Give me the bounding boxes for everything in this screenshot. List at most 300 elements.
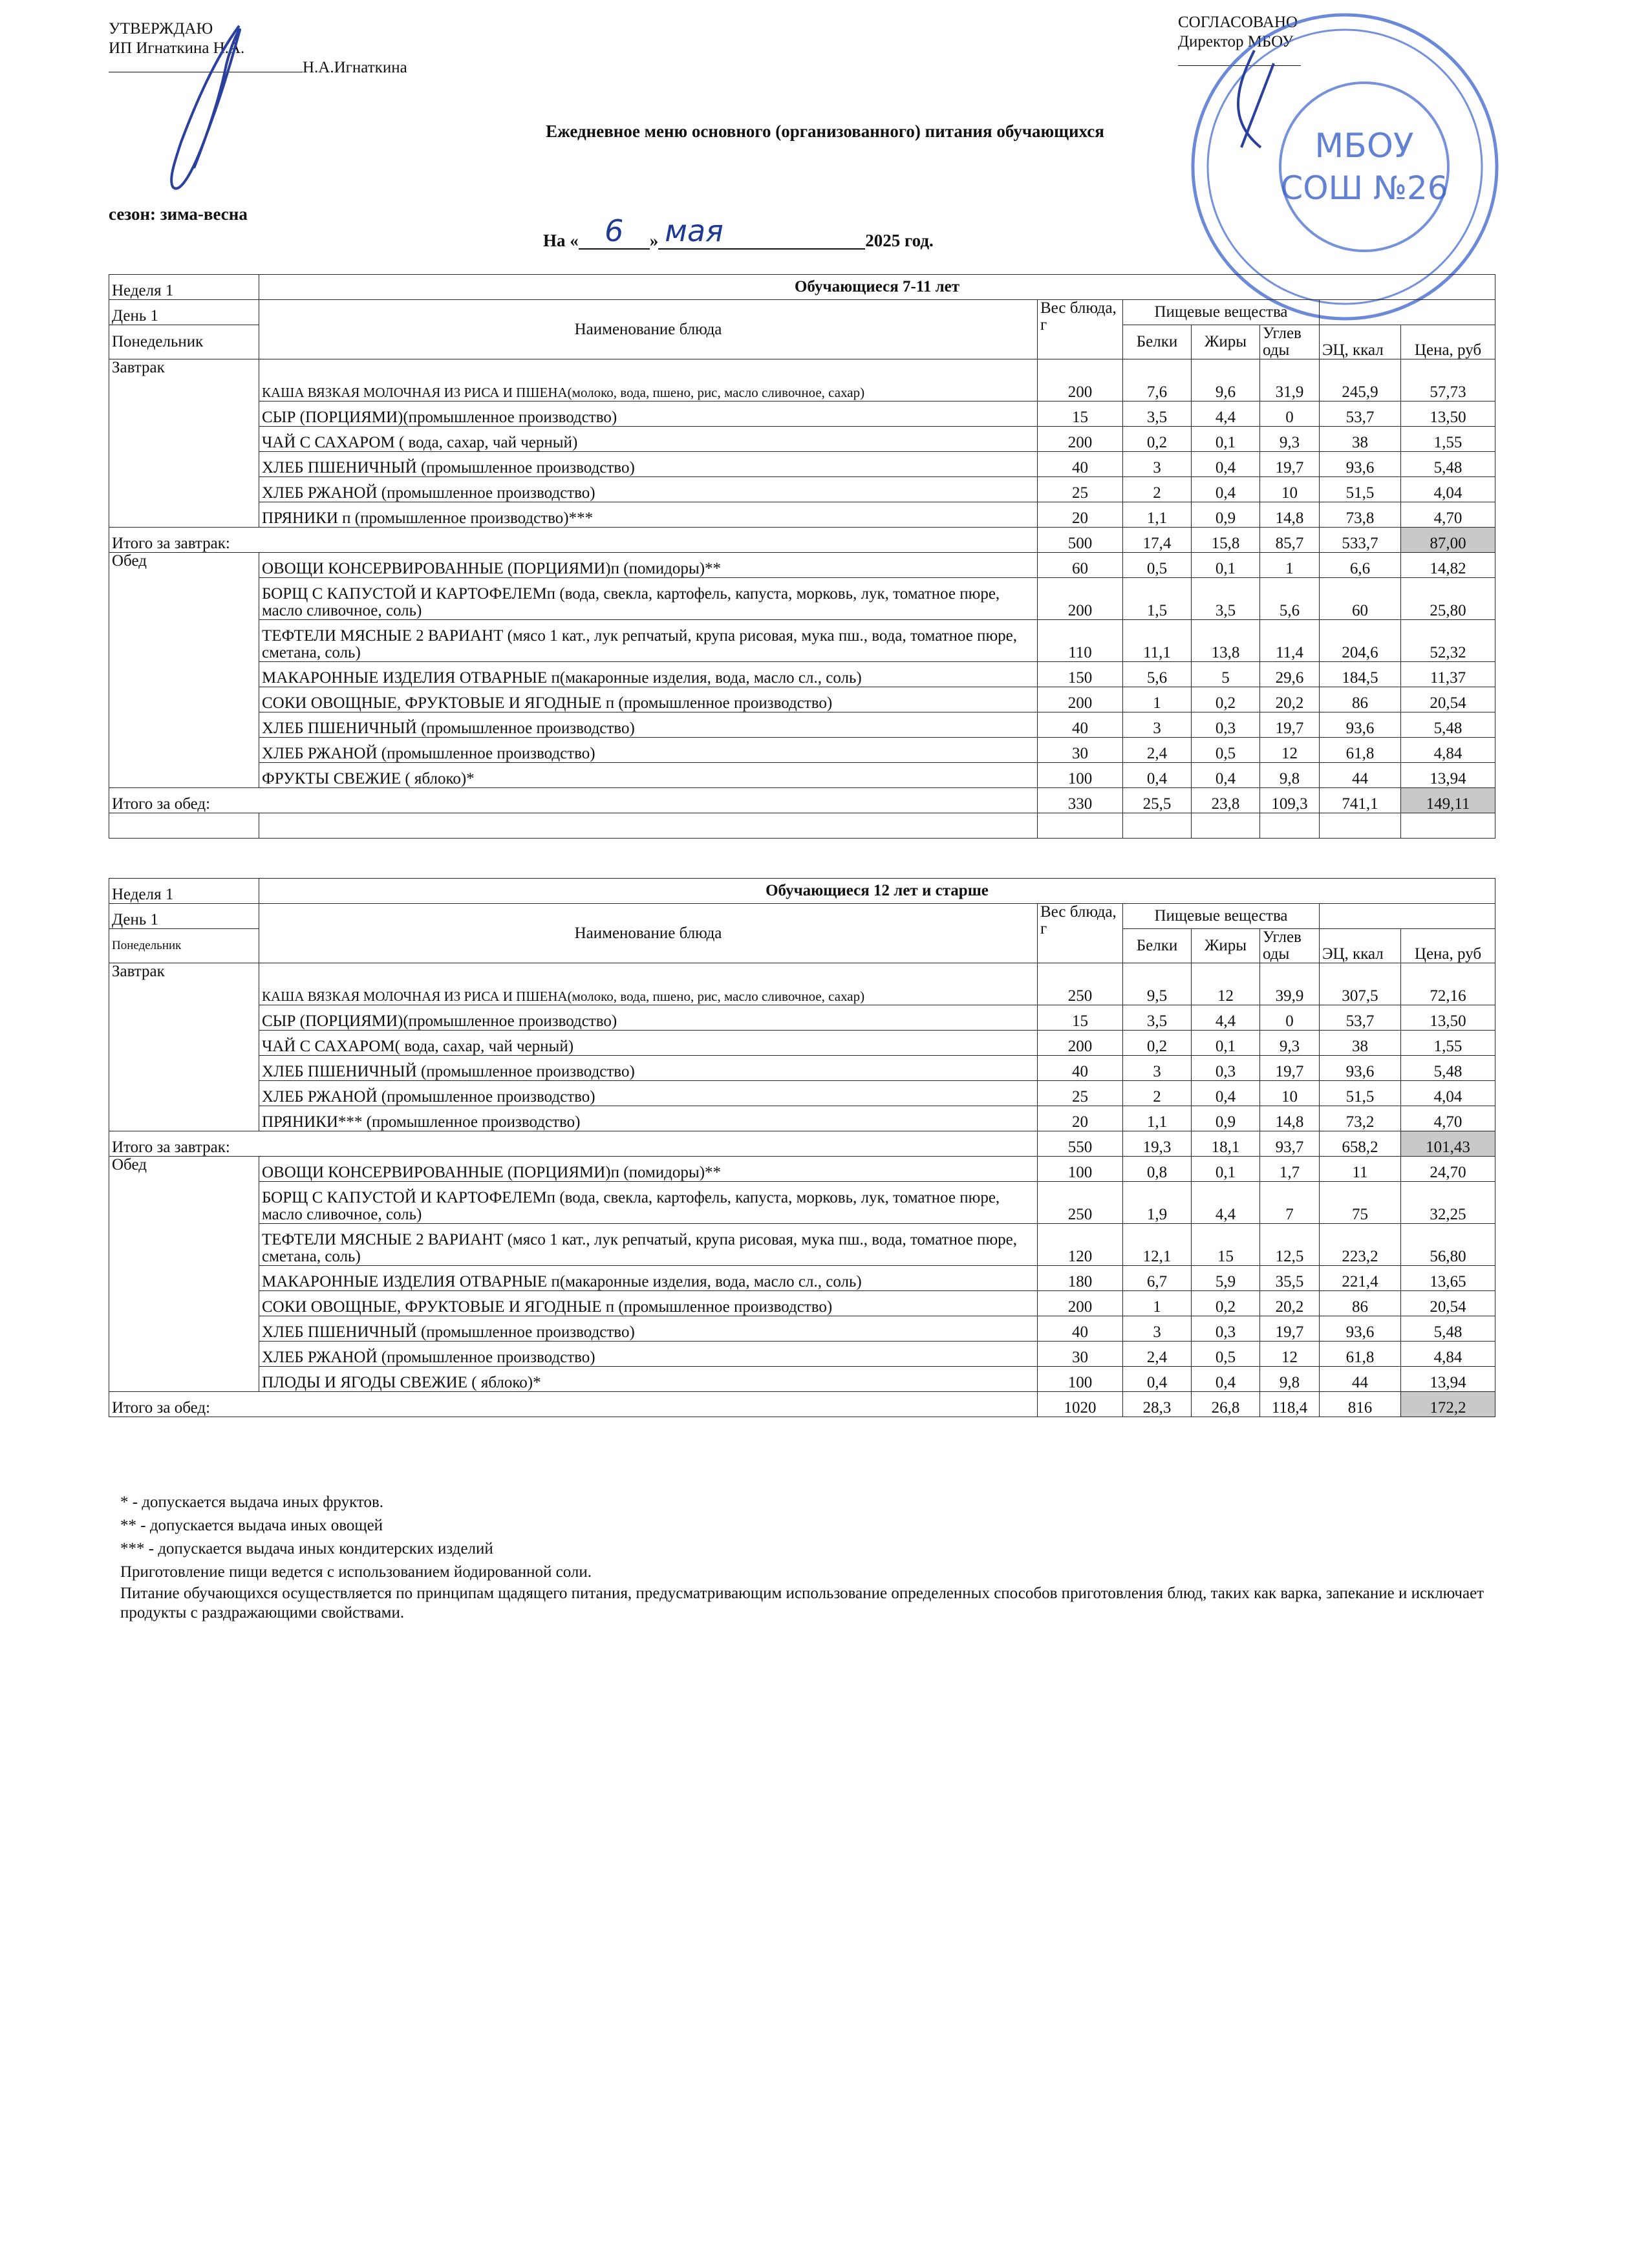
- dish-value: 11,1: [1123, 620, 1192, 662]
- empty-cell: [1401, 813, 1495, 839]
- dish-value: 20,2: [1260, 1291, 1320, 1316]
- empty-cell: [1038, 813, 1123, 839]
- meal-label: Обед: [109, 553, 259, 788]
- dish-value: 10: [1260, 477, 1320, 502]
- dish-value: 12,1: [1123, 1224, 1192, 1266]
- dish-name: ПРЯНИКИ п (промышленное производство)***: [259, 502, 1038, 528]
- empty-cell: [1260, 813, 1320, 839]
- dish-value: 11,37: [1401, 662, 1495, 687]
- date-month: мая: [658, 213, 865, 250]
- empty-row: [109, 813, 1495, 839]
- table-row: [109, 662, 1495, 687]
- dish-value: 0,5: [1192, 738, 1260, 763]
- dish-value: 1,1: [1123, 502, 1192, 528]
- dish-value: 5,48: [1401, 712, 1495, 738]
- dish-value: 15: [1038, 1005, 1123, 1031]
- column-header-energy: ЭЦ, ккал: [1320, 325, 1401, 359]
- table-row: [109, 1031, 1495, 1056]
- column-header-nutrients: Пищевые вещества: [1123, 904, 1320, 929]
- dish-value: 24,70: [1401, 1157, 1495, 1182]
- dish-value: 221,4: [1320, 1266, 1401, 1291]
- dish-value: 245,9: [1320, 359, 1401, 401]
- table-row: [109, 359, 1495, 401]
- dish-value: 12: [1260, 738, 1320, 763]
- dish-value: 86: [1320, 1291, 1401, 1316]
- approver-signature-line: Н.А.Игнаткина: [109, 58, 407, 78]
- column-header-protein: Белки: [1123, 929, 1192, 963]
- dish-value: 61,8: [1320, 1342, 1401, 1367]
- dish-value: 19,7: [1260, 452, 1320, 477]
- dish-value: 25,80: [1401, 578, 1495, 620]
- dish-name: БОРЩ С КАПУСТОЙ И КАРТОФЕЛЕМп (вода, свекла, картофель, капуста, морковь, лук, томатное пюре, масло сливочное, соль): [259, 1182, 1038, 1224]
- dish-value: 19,7: [1260, 1056, 1320, 1081]
- dish-value: 75: [1320, 1182, 1401, 1224]
- dish-value: 60: [1320, 578, 1401, 620]
- total-value: 172,2: [1401, 1392, 1495, 1417]
- dish-value: 73,8: [1320, 502, 1401, 528]
- dish-value: 12: [1260, 1342, 1320, 1367]
- dish-value: 4,70: [1401, 502, 1495, 528]
- dish-value: 200: [1038, 427, 1123, 452]
- table-row: [109, 1342, 1495, 1367]
- dish-value: 5,6: [1123, 662, 1192, 687]
- table-row: [109, 427, 1495, 452]
- dish-value: 0,2: [1192, 1291, 1260, 1316]
- age-group-title: Обучающиеся 12 лет и старше: [259, 879, 1495, 904]
- total-value: 17,4: [1123, 528, 1192, 553]
- dish-value: 13,50: [1401, 1005, 1495, 1031]
- dish-value: 9,3: [1260, 1031, 1320, 1056]
- agreement-heading: СОГЛАСОВАНО: [1178, 14, 1298, 31]
- dish-value: 3: [1123, 712, 1192, 738]
- total-value: 1020: [1038, 1392, 1123, 1417]
- dish-value: 200: [1038, 578, 1123, 620]
- footnote: Питание обучающихся осуществляется по принципам щадящего питания, предусматривающим использование определенных способов приготовления блюд, таких как варка, запекание и исключает продукты с раздражающими свойствами.: [120, 1585, 1484, 1621]
- dish-value: 0,2: [1192, 687, 1260, 712]
- season-label: сезон: зима-весна: [109, 204, 248, 224]
- week-label: Неделя 1: [109, 879, 259, 904]
- column-header-carbs: Углев оды: [1260, 325, 1320, 359]
- approval-heading: УТВЕРЖДАЮ: [109, 20, 213, 37]
- dish-value: 52,32: [1401, 620, 1495, 662]
- table-row: [109, 1081, 1495, 1106]
- dish-value: 7: [1260, 1182, 1320, 1224]
- column-header-blank: [1320, 300, 1495, 325]
- dish-name: ХЛЕБ РЖАНОЙ (промышленное производство): [259, 738, 1038, 763]
- dish-name: ПЛОДЫ И ЯГОДЫ СВЕЖИЕ ( яблоко)*: [259, 1367, 1038, 1392]
- empty-cell: [1123, 813, 1192, 839]
- column-header-energy: ЭЦ, ккал: [1320, 929, 1401, 963]
- dish-name: ХЛЕБ ПШЕНИЧНЫЙ (промышленное производство): [259, 1316, 1038, 1342]
- column-header-carbs: Углев оды: [1260, 929, 1320, 963]
- total-value: 18,1: [1192, 1131, 1260, 1157]
- dish-value: 0,8: [1123, 1157, 1192, 1182]
- meal-label: Завтрак: [109, 963, 259, 1131]
- dish-value: 25: [1038, 477, 1123, 502]
- dish-value: 0,4: [1192, 1367, 1260, 1392]
- dish-value: 12,5: [1260, 1224, 1320, 1266]
- dish-value: 11,4: [1260, 620, 1320, 662]
- dish-value: 2: [1123, 477, 1192, 502]
- dish-value: 14,8: [1260, 502, 1320, 528]
- dish-name: ХЛЕБ РЖАНОЙ (промышленное производство): [259, 477, 1038, 502]
- dish-value: 0,4: [1123, 1367, 1192, 1392]
- table-row: [109, 1224, 1495, 1266]
- dish-value: 307,5: [1320, 963, 1401, 1005]
- total-value: 25,5: [1123, 788, 1192, 813]
- svg-text:МБОУ: МБОУ: [1314, 127, 1414, 166]
- dish-value: 200: [1038, 1291, 1123, 1316]
- dish-value: 100: [1038, 1367, 1123, 1392]
- table-row: [109, 1182, 1495, 1224]
- dish-value: 120: [1038, 1224, 1123, 1266]
- dish-name: СЫР (ПОРЦИЯМИ)(промышленное производство): [259, 1005, 1038, 1031]
- table-row: [109, 477, 1495, 502]
- total-value: 149,11: [1401, 788, 1495, 813]
- table-row: [109, 452, 1495, 477]
- dish-value: 20,54: [1401, 687, 1495, 712]
- table-row: [109, 620, 1495, 662]
- dish-value: 13,65: [1401, 1266, 1495, 1291]
- dish-name: ФРУКТЫ СВЕЖИЕ ( яблоко)*: [259, 763, 1038, 788]
- dish-name: ТЕФТЕЛИ МЯСНЫЕ 2 ВАРИАНТ (мясо 1 кат., лук репчатый, крупа рисовая, мука пш., вода, томатное пюре, сметана, соль): [259, 1224, 1038, 1266]
- dish-name: КАША ВЯЗКАЯ МОЛОЧНАЯ ИЗ РИСА И ПШЕНА(молоко, вода, пшено, рис, масло сливочное, сахар): [259, 963, 1038, 1005]
- director-title: Директор МБОУ: [1178, 33, 1294, 50]
- dish-value: 2,4: [1123, 738, 1192, 763]
- column-header-weight: Вес блюда, г: [1038, 300, 1123, 359]
- dish-value: 204,6: [1320, 620, 1401, 662]
- footnotes: [120, 1491, 1504, 1623]
- dish-value: 3,5: [1192, 578, 1260, 620]
- column-header-blank: [1320, 904, 1495, 929]
- dish-value: 1: [1260, 553, 1320, 578]
- dish-value: 6,6: [1320, 553, 1401, 578]
- dish-value: 9,8: [1260, 763, 1320, 788]
- dish-value: 3,5: [1123, 401, 1192, 427]
- dish-value: 10: [1260, 1081, 1320, 1106]
- empty-cell: [109, 813, 259, 839]
- dish-value: 57,73: [1401, 359, 1495, 401]
- dish-value: 11: [1320, 1157, 1401, 1182]
- dish-value: 200: [1038, 359, 1123, 401]
- dish-value: 56,80: [1401, 1224, 1495, 1266]
- total-value: 330: [1038, 788, 1123, 813]
- dish-value: 1,5: [1123, 578, 1192, 620]
- dish-value: 0: [1260, 401, 1320, 427]
- dish-value: 35,5: [1260, 1266, 1320, 1291]
- dish-value: 53,7: [1320, 1005, 1401, 1031]
- total-value: 118,4: [1260, 1392, 1320, 1417]
- dish-name: ПРЯНИКИ*** (промышленное производство): [259, 1106, 1038, 1131]
- dish-value: 0,4: [1192, 1081, 1260, 1106]
- table-row: [109, 687, 1495, 712]
- total-value: 101,43: [1401, 1131, 1495, 1157]
- dish-value: 1,55: [1401, 1031, 1495, 1056]
- column-header-protein: Белки: [1123, 325, 1192, 359]
- total-value: 28,3: [1123, 1392, 1192, 1417]
- dish-value: 150: [1038, 662, 1123, 687]
- dish-value: 38: [1320, 427, 1401, 452]
- dish-value: 93,6: [1320, 452, 1401, 477]
- total-value: 85,7: [1260, 528, 1320, 553]
- table-row: [109, 1266, 1495, 1291]
- dish-value: 9,6: [1192, 359, 1260, 401]
- dish-value: 40: [1038, 1316, 1123, 1342]
- table-row: [109, 1316, 1495, 1342]
- dish-value: 0,2: [1123, 427, 1192, 452]
- meal-label: Завтрак: [109, 359, 259, 528]
- footnote: Приготовление пищи ведется с использованием йодированной соли.: [120, 1563, 592, 1581]
- dish-name: МАКАРОННЫЕ ИЗДЕЛИЯ ОТВАРНЫЕ п(макаронные изделия, вода, масло сл., соль): [259, 662, 1038, 687]
- dish-value: 0,3: [1192, 1056, 1260, 1081]
- dish-name: ХЛЕБ ПШЕНИЧНЫЙ (промышленное производство): [259, 712, 1038, 738]
- dish-value: 40: [1038, 452, 1123, 477]
- dish-value: 250: [1038, 963, 1123, 1005]
- dish-value: 20,2: [1260, 687, 1320, 712]
- total-value: 109,3: [1260, 788, 1320, 813]
- dish-value: 86: [1320, 687, 1401, 712]
- footnote: * - допускается выдача иных фруктов.: [120, 1493, 384, 1511]
- table-header-row: [109, 300, 1495, 325]
- dish-value: 40: [1038, 712, 1123, 738]
- dish-value: 2: [1123, 1081, 1192, 1106]
- total-value: 658,2: [1320, 1131, 1401, 1157]
- dish-value: 13,94: [1401, 763, 1495, 788]
- dish-value: 0,1: [1192, 1031, 1260, 1056]
- table-row: [109, 712, 1495, 738]
- dish-value: 5,6: [1260, 578, 1320, 620]
- dish-value: 223,2: [1320, 1224, 1401, 1266]
- meal-label: Обед: [109, 1157, 259, 1392]
- dish-name: ХЛЕБ ПШЕНИЧНЫЙ (промышленное производство): [259, 1056, 1038, 1081]
- total-value: 533,7: [1320, 528, 1401, 553]
- dish-value: 1: [1123, 687, 1192, 712]
- dish-value: 20: [1038, 502, 1123, 528]
- approver-name: ИП Игнаткина Н.А.: [109, 39, 245, 57]
- svg-text:СОШ №26: СОШ №26: [1280, 169, 1448, 207]
- dish-value: 93,6: [1320, 1056, 1401, 1081]
- dish-value: 4,04: [1401, 477, 1495, 502]
- dish-value: 9,8: [1260, 1367, 1320, 1392]
- weekday-label: Понедельник: [109, 929, 259, 963]
- dish-value: 73,2: [1320, 1106, 1401, 1131]
- dish-value: 19,7: [1260, 1316, 1320, 1342]
- dish-value: 40: [1038, 1056, 1123, 1081]
- total-value: 15,8: [1192, 528, 1260, 553]
- dish-value: 29,6: [1260, 662, 1320, 687]
- dish-value: 1,7: [1260, 1157, 1320, 1182]
- dish-value: 13,50: [1401, 401, 1495, 427]
- dish-value: 184,5: [1320, 662, 1401, 687]
- dish-value: 250: [1038, 1182, 1123, 1224]
- dish-value: 4,84: [1401, 1342, 1495, 1367]
- dish-value: 53,7: [1320, 401, 1401, 427]
- dish-value: 39,9: [1260, 963, 1320, 1005]
- table-row: [109, 1367, 1495, 1392]
- dish-value: 20,54: [1401, 1291, 1495, 1316]
- column-header-price: Цена, руб: [1401, 929, 1495, 963]
- dish-value: 60: [1038, 553, 1123, 578]
- column-header-name: Наименование блюда: [259, 300, 1038, 359]
- dish-value: 0: [1260, 1005, 1320, 1031]
- dish-value: 2,4: [1123, 1342, 1192, 1367]
- dish-value: 25: [1038, 1081, 1123, 1106]
- dish-name: ХЛЕБ ПШЕНИЧНЫЙ (промышленное производство): [259, 452, 1038, 477]
- dish-value: 0,3: [1192, 712, 1260, 738]
- approver-signature: [142, 13, 272, 207]
- dish-value: 3: [1123, 1316, 1192, 1342]
- dish-value: 12: [1192, 963, 1260, 1005]
- dish-value: 51,5: [1320, 1081, 1401, 1106]
- footnote: ** - допускается выдача иных овощей: [120, 1517, 383, 1534]
- dish-value: 30: [1038, 1342, 1123, 1367]
- dish-value: 4,84: [1401, 738, 1495, 763]
- dish-value: 5,48: [1401, 1056, 1495, 1081]
- dish-value: 31,9: [1260, 359, 1320, 401]
- dish-value: 14,8: [1260, 1106, 1320, 1131]
- column-header-nutrients: Пищевые вещества: [1123, 300, 1320, 325]
- dish-value: 100: [1038, 763, 1123, 788]
- dish-value: 7,6: [1123, 359, 1192, 401]
- dish-value: 200: [1038, 687, 1123, 712]
- dish-value: 44: [1320, 763, 1401, 788]
- date-day: 6: [579, 213, 650, 250]
- dish-value: 0,1: [1192, 1157, 1260, 1182]
- dish-name: БОРЩ С КАПУСТОЙ И КАРТОФЕЛЕМп (вода, свекла, картофель, капуста, морковь, лук, томатное пюре, масло сливочное, соль): [259, 578, 1038, 620]
- dish-value: 4,04: [1401, 1081, 1495, 1106]
- dish-value: 0,4: [1192, 477, 1260, 502]
- dish-value: 51,5: [1320, 477, 1401, 502]
- dish-name: ХЛЕБ РЖАНОЙ (промышленное производство): [259, 1081, 1038, 1106]
- empty-cell: [1192, 813, 1260, 839]
- dish-value: 0,2: [1123, 1031, 1192, 1056]
- dish-value: 32,25: [1401, 1182, 1495, 1224]
- total-row: [109, 528, 1495, 553]
- dish-value: 13,8: [1192, 620, 1260, 662]
- dish-value: 0,4: [1123, 763, 1192, 788]
- total-value: 550: [1038, 1131, 1123, 1157]
- dish-name: ТЕФТЕЛИ МЯСНЫЕ 2 ВАРИАНТ (мясо 1 кат., лук репчатый, крупа рисовая, мука пш., вода, томатное пюре, сметана, соль): [259, 620, 1038, 662]
- total-label: Итого за обед:: [109, 1392, 1038, 1417]
- column-header-fat: Жиры: [1192, 325, 1260, 359]
- table-row: [109, 1157, 1495, 1182]
- footnote: *** - допускается выдача иных кондитерских изделий: [120, 1540, 493, 1557]
- total-label: Итого за завтрак:: [109, 1131, 1038, 1157]
- dish-name: ОВОЩИ КОНСЕРВИРОВАННЫЕ (ПОРЦИЯМИ)п (помидоры)**: [259, 553, 1038, 578]
- dish-value: 0,5: [1123, 553, 1192, 578]
- table-row: [109, 963, 1495, 1005]
- table-row: [109, 578, 1495, 620]
- dish-value: 4,4: [1192, 1005, 1260, 1031]
- dish-name: СОКИ ОВОЩНЫЕ, ФРУКТОВЫЕ И ЯГОДНЫЕ п (промышленное производство): [259, 1291, 1038, 1316]
- table-row: [109, 1291, 1495, 1316]
- dish-value: 38: [1320, 1031, 1401, 1056]
- empty-cell: [259, 813, 1038, 839]
- dish-value: 20: [1038, 1106, 1123, 1131]
- table-row: [109, 1056, 1495, 1081]
- dish-value: 0,1: [1192, 427, 1260, 452]
- dish-value: 93,6: [1320, 712, 1401, 738]
- dish-name: КАША ВЯЗКАЯ МОЛОЧНАЯ ИЗ РИСА И ПШЕНА(молоко, вода, пшено, рис, масло сливочное, сахар): [259, 359, 1038, 401]
- dish-value: 6,7: [1123, 1266, 1192, 1291]
- table-row: [109, 763, 1495, 788]
- total-value: 26,8: [1192, 1392, 1260, 1417]
- dish-value: 0,9: [1192, 1106, 1260, 1131]
- total-value: 93,7: [1260, 1131, 1320, 1157]
- dish-value: 30: [1038, 738, 1123, 763]
- total-value: 816: [1320, 1392, 1401, 1417]
- menu-table-12-plus: [109, 878, 1495, 1417]
- total-label: Итого за завтрак:: [109, 528, 1038, 553]
- dish-value: 100: [1038, 1157, 1123, 1182]
- dish-name: СОКИ ОВОЩНЫЕ, ФРУКТОВЫЕ И ЯГОДНЫЕ п (промышленное производство): [259, 687, 1038, 712]
- empty-cell: [1320, 813, 1401, 839]
- dish-value: 3: [1123, 452, 1192, 477]
- dish-value: 0,1: [1192, 553, 1260, 578]
- total-row: [109, 1131, 1495, 1157]
- dish-value: 15: [1192, 1224, 1260, 1266]
- table-header-row: [109, 275, 1495, 300]
- age-group-title: Обучающиеся 7-11 лет: [259, 275, 1495, 300]
- dish-value: 3,5: [1123, 1005, 1192, 1031]
- dish-value: 3: [1123, 1056, 1192, 1081]
- dish-value: 13,94: [1401, 1367, 1495, 1392]
- total-row: [109, 1392, 1495, 1417]
- dish-value: 1: [1123, 1291, 1192, 1316]
- dish-value: 93,6: [1320, 1316, 1401, 1342]
- column-header-fat: Жиры: [1192, 929, 1260, 963]
- column-header-name: Наименование блюда: [259, 904, 1038, 963]
- dish-value: 9,5: [1123, 963, 1192, 1005]
- dish-name: ЧАЙ С САХАРОМ( вода, сахар, чай черный): [259, 1031, 1038, 1056]
- page-title: Ежедневное меню основного (организованного) питания обучающихся: [546, 122, 1104, 141]
- dish-value: 14,82: [1401, 553, 1495, 578]
- day-label: День 1: [109, 300, 259, 325]
- table-row: [109, 738, 1495, 763]
- dish-value: 15: [1038, 401, 1123, 427]
- total-value: 87,00: [1401, 528, 1495, 553]
- dish-value: 0,4: [1192, 763, 1260, 788]
- dish-value: 9,3: [1260, 427, 1320, 452]
- table-row: [109, 1005, 1495, 1031]
- menu-table-7-11: [109, 274, 1495, 839]
- table-row: [109, 1106, 1495, 1131]
- day-label: День 1: [109, 904, 259, 929]
- total-value: 19,3: [1123, 1131, 1192, 1157]
- table-row: [109, 502, 1495, 528]
- dish-value: 1,55: [1401, 427, 1495, 452]
- menu-date: На « 6 » мая 2025 год.: [543, 213, 934, 250]
- dish-value: 4,4: [1192, 401, 1260, 427]
- dish-value: 0,4: [1192, 452, 1260, 477]
- total-value: 741,1: [1320, 788, 1401, 813]
- dish-value: 61,8: [1320, 738, 1401, 763]
- dish-name: ОВОЩИ КОНСЕРВИРОВАННЫЕ (ПОРЦИЯМИ)п (помидоры)**: [259, 1157, 1038, 1182]
- dish-value: 1,9: [1123, 1182, 1192, 1224]
- dish-value: 200: [1038, 1031, 1123, 1056]
- dish-value: 5: [1192, 662, 1260, 687]
- dish-value: 180: [1038, 1266, 1123, 1291]
- dish-value: 19,7: [1260, 712, 1320, 738]
- dish-value: 110: [1038, 620, 1123, 662]
- dish-value: 72,16: [1401, 963, 1495, 1005]
- dish-value: 0,5: [1192, 1342, 1260, 1367]
- dish-value: 4,4: [1192, 1182, 1260, 1224]
- dish-name: СЫР (ПОРЦИЯМИ)(промышленное производство): [259, 401, 1038, 427]
- dish-name: ЧАЙ С САХАРОМ ( вода, сахар, чай черный): [259, 427, 1038, 452]
- weekday-label: Понедельник: [109, 325, 259, 359]
- total-value: 500: [1038, 528, 1123, 553]
